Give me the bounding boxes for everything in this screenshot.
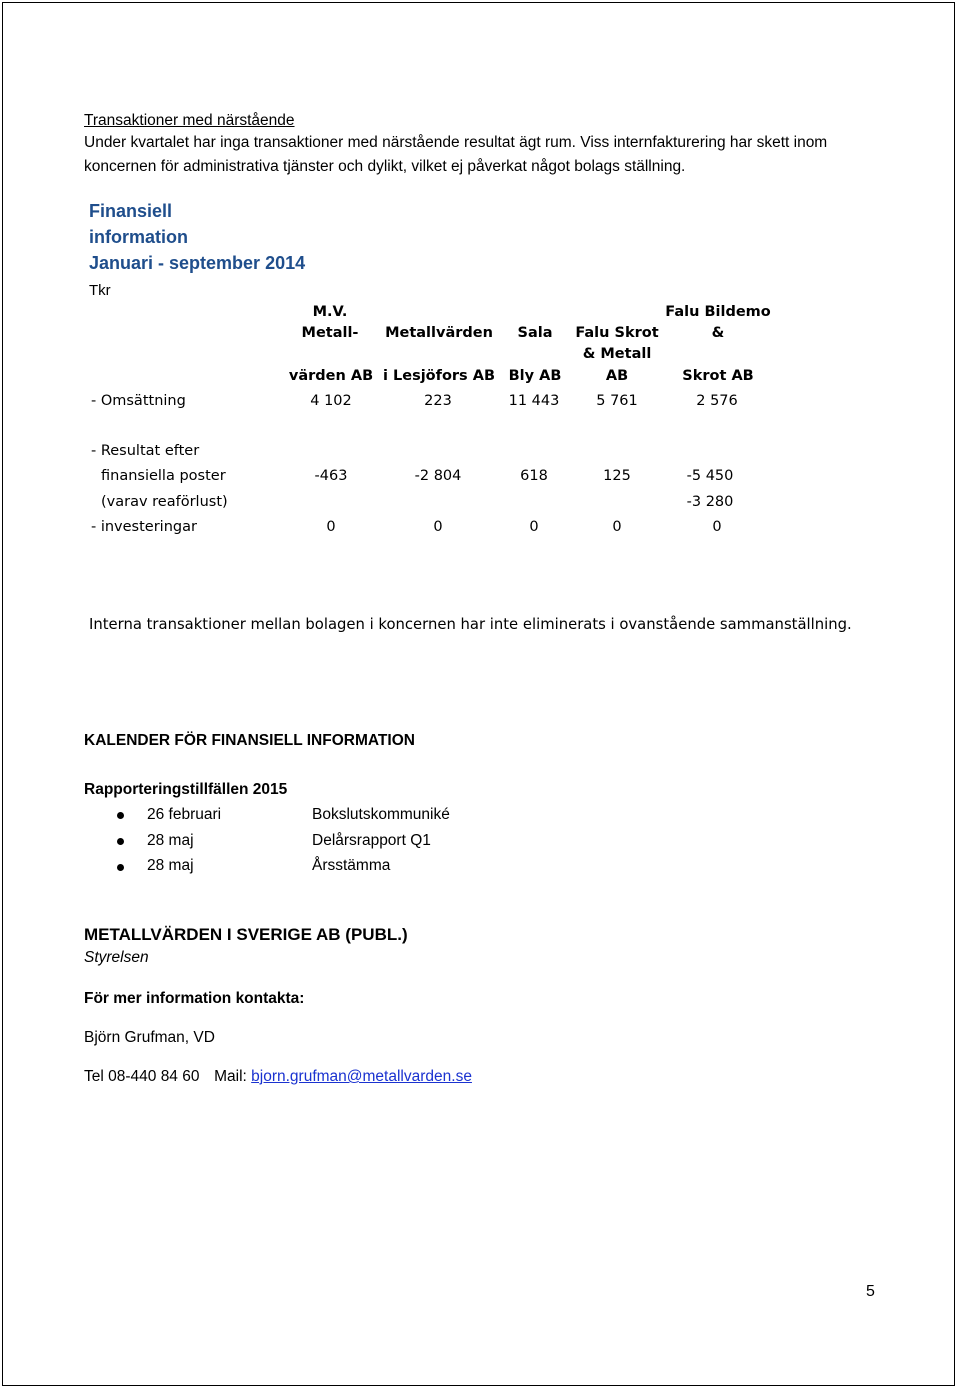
calendar-event: Bokslutskommuniké xyxy=(312,806,450,823)
calendar-event: Årsstämma xyxy=(312,857,391,874)
calendar-subheading: Rapporteringstillfällen 2015 xyxy=(84,781,288,798)
cell: 0 xyxy=(712,519,722,535)
col-header-mv-l1: M.V. xyxy=(312,304,348,320)
financial-title-line1: Finansiell xyxy=(89,201,173,221)
col-header-faluskrot-l3: AB xyxy=(605,368,629,384)
col-header-faluskrot-l1: Falu Skrot xyxy=(575,325,659,341)
board-signature: Styrelsen xyxy=(84,949,149,966)
cell: 0 xyxy=(529,519,539,535)
cell: 5 761 xyxy=(596,393,638,409)
cell: 4 102 xyxy=(310,393,352,409)
row-label-resultat-efter: - Resultat efter xyxy=(91,443,200,459)
row-label-investeringar: - investeringar xyxy=(91,519,197,535)
col-header-mv-l3: värden AB xyxy=(288,368,374,384)
financial-title-line2: information xyxy=(89,227,188,247)
row-label-varav-reaforlust: (varav reaförlust) xyxy=(101,494,228,510)
contact-line xyxy=(84,1068,472,1086)
calendar-heading: KALENDER FÖR FINANSIELL INFORMATION xyxy=(84,732,415,749)
row-label-finansiella-poster: finansiella poster xyxy=(101,468,226,484)
col-header-falubildemo-l1: Falu Bildemo xyxy=(665,304,771,320)
bullet-icon xyxy=(117,838,124,845)
related-text-line1: Under kvartalet har inga transaktioner med närstående resultat ägt rum. Viss internfakturering har skett inom xyxy=(84,134,828,151)
cell: -2 804 xyxy=(414,468,462,484)
col-header-lesjofors-l1: Metallvärden xyxy=(385,325,493,341)
financial-note: Interna transaktioner mellan bolagen i koncernen har inte eliminerats i ovanstående sammanställning. xyxy=(89,616,852,633)
financial-period: Januari - september 2014 xyxy=(89,253,306,273)
related-heading: Transaktioner med närstående xyxy=(84,112,295,129)
calendar-date: 28 maj xyxy=(147,857,194,874)
cell: 0 xyxy=(326,519,336,535)
phone-number: Tel 08-440 84 60 xyxy=(84,1068,200,1085)
cell: 125 xyxy=(603,468,631,484)
cell: -463 xyxy=(314,468,348,484)
row-label-omsattning: - Omsättning xyxy=(91,393,186,409)
financial-unit: Tkr xyxy=(89,282,111,299)
col-header-lesjofors-l2: i Lesjöfors AB xyxy=(382,368,496,384)
cell: 223 xyxy=(424,393,452,409)
bullet-icon xyxy=(117,864,124,871)
contact-person: Björn Grufman, VD xyxy=(84,1029,215,1046)
col-header-sala-l2: Bly AB xyxy=(508,368,562,384)
col-header-mv-l2: Metall- xyxy=(301,325,359,341)
cell: -3 280 xyxy=(686,494,734,510)
related-text-line2: koncernen för administrativa tjänster och dylikt, vilket ej påverkat något bolags ställning. xyxy=(84,158,686,175)
cell: 11 443 xyxy=(508,393,560,409)
cell: 0 xyxy=(612,519,622,535)
col-header-falubildemo-l2: & xyxy=(711,325,725,341)
cell: 0 xyxy=(433,519,443,535)
cell: 2 576 xyxy=(696,393,738,409)
page-number: 5 xyxy=(866,1283,875,1300)
email-link[interactable]: bjorn.grufman@metallvarden.se xyxy=(251,1068,472,1085)
calendar-event: Delårsrapport Q1 xyxy=(312,832,431,849)
calendar-date: 26 februari xyxy=(147,806,222,823)
bullet-icon xyxy=(117,812,124,819)
cell: -5 450 xyxy=(686,468,734,484)
company-name: METALLVÄRDEN I SVERIGE AB (PUBL.) xyxy=(84,925,408,944)
col-header-faluskrot-l2: & Metall xyxy=(582,346,652,362)
mail-label: Mail: xyxy=(214,1068,247,1085)
col-header-falubildemo-l3: Skrot AB xyxy=(682,368,754,384)
calendar-date: 28 maj xyxy=(147,832,194,849)
contact-heading: För mer information kontakta: xyxy=(84,990,305,1007)
cell: 618 xyxy=(520,468,548,484)
col-header-sala-l1: Sala xyxy=(517,325,553,341)
